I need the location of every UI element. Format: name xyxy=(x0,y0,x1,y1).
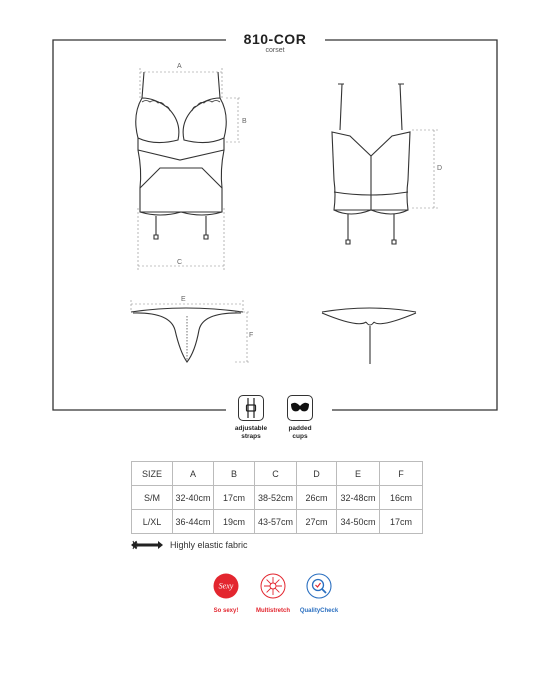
corset-back-drawing xyxy=(320,80,450,270)
badge-label: QualityCheck xyxy=(299,608,339,614)
badge-label: Multistretch xyxy=(255,608,290,614)
table-cell: 26cm xyxy=(297,486,337,510)
table-cell: 38-52cm xyxy=(255,486,297,510)
header-cell: SIZE xyxy=(132,462,173,486)
table-cell: 19cm xyxy=(214,510,255,534)
multistretch-icon xyxy=(260,573,286,599)
header-cell: F xyxy=(380,462,423,486)
dimension-b-label: B xyxy=(242,118,247,125)
product-type: corset xyxy=(265,47,285,54)
table-cell: 34-50cm xyxy=(337,510,380,534)
header-cell: E xyxy=(337,462,380,486)
feature-padded-cups xyxy=(270,395,330,441)
so-sexy-icon xyxy=(213,573,239,599)
feature-label-line1: adjustable xyxy=(234,425,268,432)
padded-cups-icon xyxy=(287,395,313,421)
badge-quality-check xyxy=(291,573,347,614)
elastic-fabric-icon xyxy=(131,540,163,550)
feature-label-line1: padded xyxy=(288,425,312,432)
size-table xyxy=(131,461,423,534)
table-cell: L/XL xyxy=(132,510,173,534)
header-cell: A xyxy=(173,462,214,486)
table-cell: 27cm xyxy=(297,510,337,534)
table-cell: 17cm xyxy=(380,510,423,534)
table-cell: 32-40cm xyxy=(173,486,214,510)
table-cell: 36-44cm xyxy=(173,510,214,534)
table-cell: 43-57cm xyxy=(255,510,297,534)
svg-text:Sexy: Sexy xyxy=(218,581,234,591)
thong-front-drawing xyxy=(125,290,255,375)
size-table-header xyxy=(132,462,423,486)
feature-label-line2: straps xyxy=(241,433,261,440)
fabric-text: Highly elastic fabric xyxy=(170,540,248,550)
adjustable-straps-icon xyxy=(238,395,264,421)
fabric-note xyxy=(131,540,248,550)
dimension-c-label: C xyxy=(177,259,183,266)
dimension-e-label: E xyxy=(181,296,186,303)
header-cell: C xyxy=(255,462,297,486)
thong-back-drawing xyxy=(318,300,423,370)
dimension-d-label: D xyxy=(437,165,443,172)
table-cell: 16cm xyxy=(380,486,423,510)
table-cell: S/M xyxy=(132,486,173,510)
badge-label: So sexy! xyxy=(213,608,239,614)
table-row xyxy=(132,486,423,510)
quality-check-icon xyxy=(306,573,332,599)
product-code: 810-COR xyxy=(243,31,307,47)
dimension-a-label: A xyxy=(177,63,182,70)
corset-front-drawing xyxy=(120,60,260,275)
header-cell: B xyxy=(214,462,255,486)
header-cell: D xyxy=(297,462,337,486)
dimension-f-label: F xyxy=(249,332,254,339)
table-row xyxy=(132,510,423,534)
feature-label-line2: cups xyxy=(292,433,308,440)
table-cell: 17cm xyxy=(214,486,255,510)
table-cell: 32-48cm xyxy=(337,486,380,510)
